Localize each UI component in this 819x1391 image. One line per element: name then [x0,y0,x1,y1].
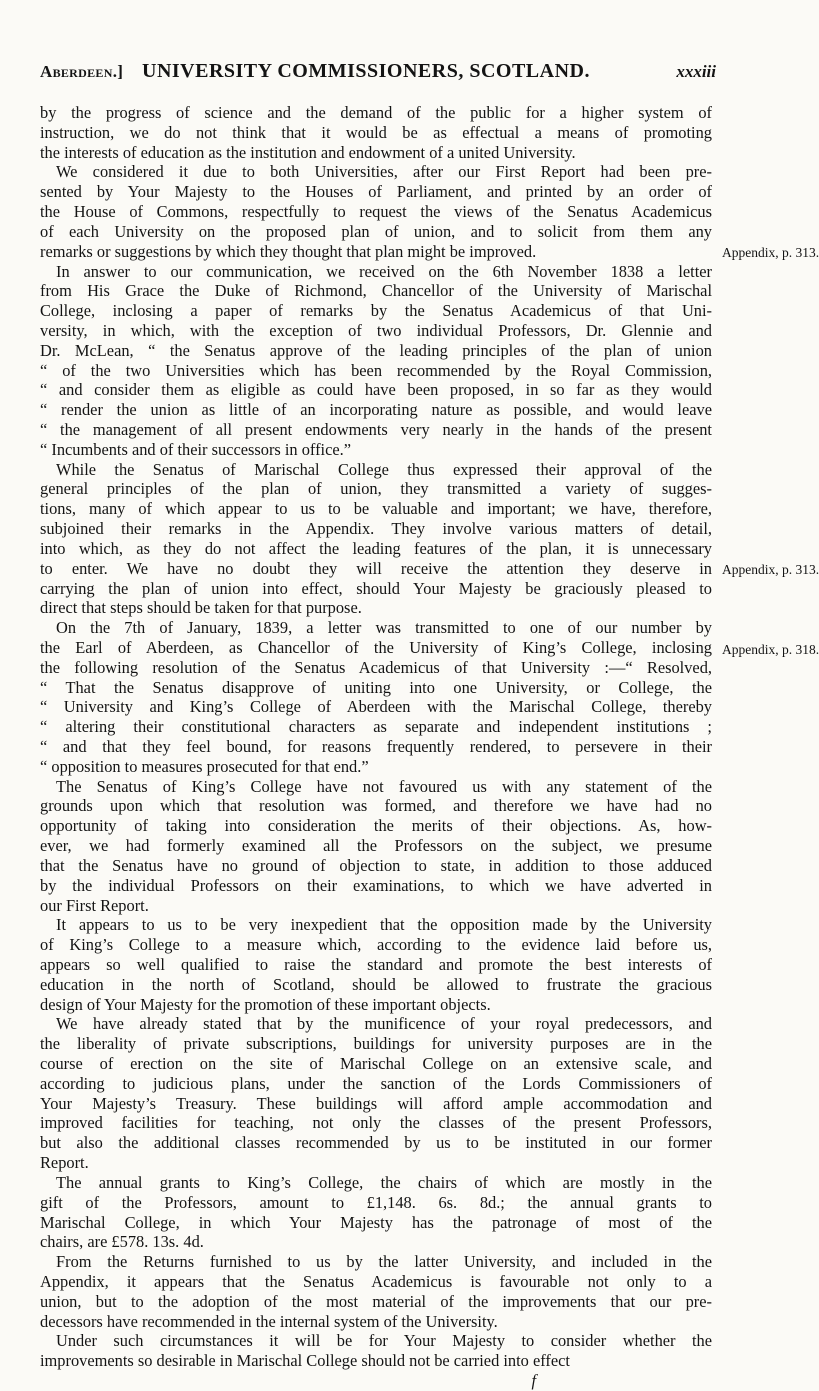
text-line: gift of the Professors, amount to £1,148. 6s. 8d.; the annual grants to [40,1192,712,1212]
text-line: “ opposition to measures prosecuted for that end.” [40,756,369,776]
body-text [40,103,712,1391]
text-line: the Earl of Aberdeen, as Chancellor of the University of King’s College, inclosing [40,637,712,657]
text-line: general principles of the plan of union, they transmitted a variety of sugges- [40,479,712,499]
text-line: “ altering their constitutional characters as separate and independent institutions ; [40,717,712,737]
text-line: The annual grants to King’s College, the chairs of which are mostly in the [56,1172,712,1192]
text-line: College, inclosing a paper of remarks by the Senatus Academicus of that Uni- [40,301,712,321]
text-line: On the 7th of January, 1839, a letter was transmitted to one of our number by [56,618,712,638]
text-line: of King’s College to a measure which, according to the evidence laid before us, [40,935,712,955]
running-header [40,62,716,88]
text-line: “ That the Senatus disapprove of uniting into one University, or College, the [40,677,712,697]
text-line: We have already stated that by the munificence of your royal predecessors, and [56,1014,712,1034]
text-line: Appendix, it appears that the Senatus Academicus is favourable not only to a [40,1271,712,1291]
text-line: chairs, are £578. 13s. 4d. [40,1232,204,1252]
text-line: carrying the plan of union into effect, should Your Majesty be graciously pleased to [40,578,712,598]
text-line: education in the north of Scotland, should be allowed to frustrate the gracious [40,974,712,994]
text-line: Marischal College, in which Your Majesty has the patronage of most of the [40,1212,712,1232]
text-line: The Senatus of King’s College have not favoured us with any statement of the [56,776,712,796]
text-line: While the Senatus of Marischal College thus expressed their approval of the [56,459,712,479]
text-line: We considered it due to both Universities, after our First Report had been pre- [56,162,712,182]
text-line: Your Majesty’s Treasury. These buildings will afford ample accommodation and [40,1093,712,1113]
running-head-title: UNIVERSITY COMMISSIONERS, SCOTLAND. [142,60,590,82]
text-line: Under such circumstances it will be for Your Majesty to consider whether the [56,1331,712,1351]
text-line: by the progress of science and the demand of the public for a higher system of [40,103,712,122]
text-line: grounds upon which that resolution was formed, and therefore we have had no [40,796,712,816]
text-line: according to judicious plans, under the sanction of the Lords Commissioners of [40,1073,712,1093]
text-line: “ the management of all present endowments very nearly in the hands of the present [40,420,712,439]
text-line: union, but to the adoption of the most material of the improvements that our pre- [40,1291,712,1311]
text-line: ever, we had formerly examined all the Professors on the subject, we presume [40,836,712,856]
text-line: Report. [40,1153,89,1173]
text-line: that the Senatus have no ground of objection to state, in addition to those adduced [40,855,712,875]
text-line: into which, as they do not affect the leading features of the plan, it is unnecessary [40,538,712,558]
text-line: opportunity of taking into consideration the merits of their objections. As, how- [40,816,712,836]
text-line: “ University and King’s College of Aberdeen with the Marischal College, thereby [40,697,712,717]
text-line: of each University on the proposed plan of union, and to solicit from them any [40,221,712,241]
text-line: the following resolution of the Senatus Academicus of that University :—“ Resolved, [40,657,712,677]
text-line: decessors have recommended in the internal system of the University. [40,1311,498,1331]
text-line: the liberality of private subscriptions, buildings for university purposes are in the [40,1034,712,1054]
catchword: f [531,1371,536,1390]
running-head-left: Aberdeen.] [40,62,124,81]
text-line: In answer to our communication, we received on the 6th November 1838 a letter [56,261,712,281]
text-line: to enter. We have no doubt they will receive the attention they deserve in [40,558,712,578]
text-line: tions, many of which appear to us to be valuable and important; we have, therefore, [40,499,712,519]
text-line: “ Incumbents and of their successors in office.” [40,439,352,459]
text-line: the House of Commons, respectfully to request the views of the Senatus Academicus [40,202,712,222]
text-line: “ and consider them as eligible as could have been proposed, in so far as they would [40,380,712,400]
margin-note: Appendix, p. 318. [722,642,819,657]
text-line: improved facilities for teaching, not only the classes of the present Professors, [40,1113,712,1133]
text-line: appears so well qualified to raise the standard and promote the best interests of [40,954,712,974]
text-line: subjoined their remarks in the Appendix. They involve various matters of detail, [40,519,712,539]
text-line: by the individual Professors on their examinations, to which we have adverted in [40,875,712,895]
text-line: from His Grace the Duke of Richmond, Chancellor of the University of Marischal [40,281,712,301]
text-line: It appears to us to be very inexpedient that the opposition made by the University [56,915,712,935]
margin-note: Appendix, p. 313. [722,245,819,260]
text-line: direct that steps should be taken for that purpose. [40,598,362,618]
text-line: “ render the union as little of an incorporating nature as possible, and would leave [40,400,712,420]
margin-note: Appendix, p. 313. [722,562,819,577]
text-line: course of erection on the site of Marischal College on an extensive scale, and [40,1054,712,1073]
text-line: instruction, we do not think that it would be as effectual a means of promoting [40,122,712,142]
text-line: “ and that they feel bound, for reasons frequently rendered, to persevere in their [40,737,712,756]
text-line: From the Returns furnished to us by the latter University, and included in the [56,1252,712,1272]
text-line: the interests of education as the institution and endowment of a united University. [40,142,576,162]
text-line: sented by Your Majesty to the Houses of Parliament, and printed by an order of [40,182,712,202]
text-line: but also the additional classes recommended by us to be instituted in our former [40,1133,712,1153]
text-line: remarks or suggestions by which they thought that plan might be improved. [40,241,537,261]
text-line: our First Report. [40,895,149,915]
text-line: improvements so desirable in Marischal College should not be carried into effect [40,1351,570,1371]
page-number: xxxiii [676,62,716,81]
text-line: versity, in which, with the exception of two individual Professors, Dr. Glennie and [40,320,712,340]
text-line: “ of the two Universities which has been recommended by the Royal Commission, [40,360,712,380]
text-line: design of Your Majesty for the promotion of these important objects. [40,994,491,1014]
text-line: Dr. McLean, “ the Senatus approve of the leading principles of the plan of union [40,340,712,360]
